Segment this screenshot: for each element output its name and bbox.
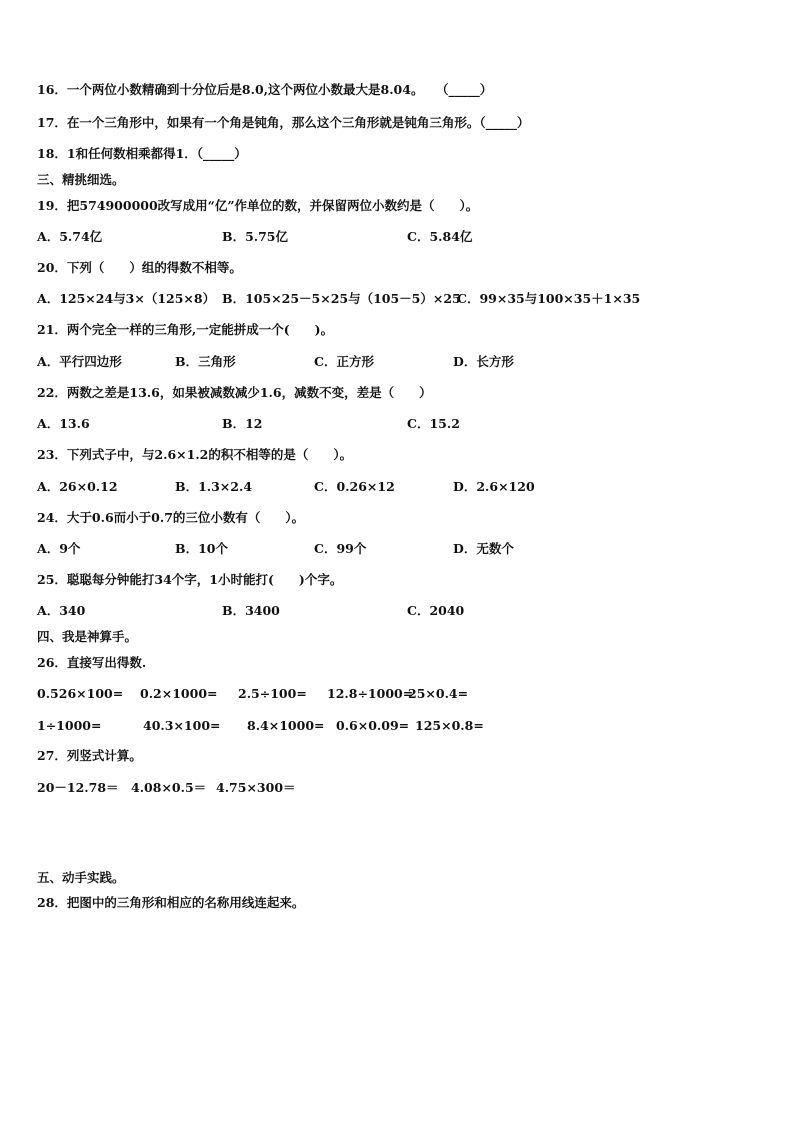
question-21: 21．两个完全一样的三角形,一定能拼成一个( )。 <box>37 322 334 337</box>
q26-calc: 8.4×1000= <box>247 718 325 733</box>
q24-option-a: A．9个 <box>37 541 81 556</box>
q26-calc: 25×0.4= <box>408 686 469 701</box>
q24-option-d: D．无数个 <box>453 541 514 556</box>
q25-option-a: A．340 <box>37 603 86 618</box>
question-28: 28．把图中的三角形和相应的名称用线连起来。 <box>37 895 305 910</box>
q20-option-c: C．99×35与100×35＋1×35 <box>457 291 641 306</box>
question-19: 19．把574900000改写成用“亿”作单位的数，并保留两位小数约是（ ）。 <box>37 198 479 213</box>
q26-calc: 0.526×100= <box>37 686 124 701</box>
q20-option-b: B．105×25－5×25与（105－5）×25 <box>222 291 461 306</box>
q23-option-a: A．26×0.12 <box>37 479 118 494</box>
q21-option-d: D．长方形 <box>453 354 514 369</box>
q23-option-b: B．1.3×2.4 <box>175 479 253 494</box>
q26-calc: 1÷1000= <box>37 718 102 733</box>
question-24: 24．大于0.6而小于0.7的三位小数有（ ）。 <box>37 510 305 525</box>
q24-option-b: B．10个 <box>175 541 228 556</box>
q21-option-c: C．正方形 <box>314 354 374 369</box>
q26-calc: 0.2×1000= <box>140 686 218 701</box>
q26-calc: 125×0.8= <box>415 718 484 733</box>
q21-option-a: A．平行四边形 <box>37 354 122 369</box>
section-5-heading: 五、动手实践。 <box>37 870 125 885</box>
section-3-heading: 三、精挑细选。 <box>37 172 125 187</box>
q19-option-a: A．5.74亿 <box>37 229 103 244</box>
q20-option-a: A．125×24与3×（125×8） <box>37 291 216 306</box>
section-4-heading: 四、我是神算手。 <box>37 629 138 644</box>
question-22: 22．两数之差是13.6，如果被减数减少1.6，减数不变，差是（ ） <box>37 385 432 400</box>
q26-calc: 2.5÷100= <box>238 686 307 701</box>
q27-calc: 4.08×0.5＝ <box>131 780 207 795</box>
question-25: 25．聪聪每分钟能打34个字，1小时能打( )个字。 <box>37 572 343 587</box>
q22-option-a: A．13.6 <box>37 416 90 431</box>
q24-option-c: C．99个 <box>314 541 367 556</box>
question-23: 23．下列式子中，与2.6×1.2的积不相等的是（ ）。 <box>37 447 353 462</box>
q23-option-d: D．2.6×120 <box>453 479 535 494</box>
q26-calc: 12.8÷1000= <box>327 686 414 701</box>
question-18: 18．1和任何数相乘都得1．（_____） <box>37 146 247 161</box>
q21-option-b: B．三角形 <box>175 354 236 369</box>
q26-calc: 40.3×100= <box>143 718 221 733</box>
q25-option-c: C．2040 <box>407 603 465 618</box>
question-17: 17．在一个三角形中，如果有一个角是钝角，那么这个三角形就是钝角三角形。（_____） <box>37 115 530 130</box>
question-27: 27．列竖式计算。 <box>37 748 142 763</box>
q26-calc: 0.6×0.09= <box>336 718 410 733</box>
question-26: 26．直接写出得数. <box>37 655 147 670</box>
q19-option-c: C．5.84亿 <box>407 229 473 244</box>
q27-calc: 4.75×300＝ <box>216 780 296 795</box>
q23-option-c: C．0.26×12 <box>314 479 395 494</box>
q22-option-c: C．15.2 <box>407 416 460 431</box>
q22-option-b: B．12 <box>222 416 263 431</box>
q27-calc: 20－12.78＝ <box>37 780 119 795</box>
q25-option-b: B．3400 <box>222 603 280 618</box>
q19-option-b: B．5.75亿 <box>222 229 289 244</box>
question-20: 20．下列（ ）组的得数不相等。 <box>37 260 242 275</box>
question-16: 16．一个两位小数精确到十分位后是8.0,这个两位小数最大是8.04。 （_____） <box>37 82 493 97</box>
